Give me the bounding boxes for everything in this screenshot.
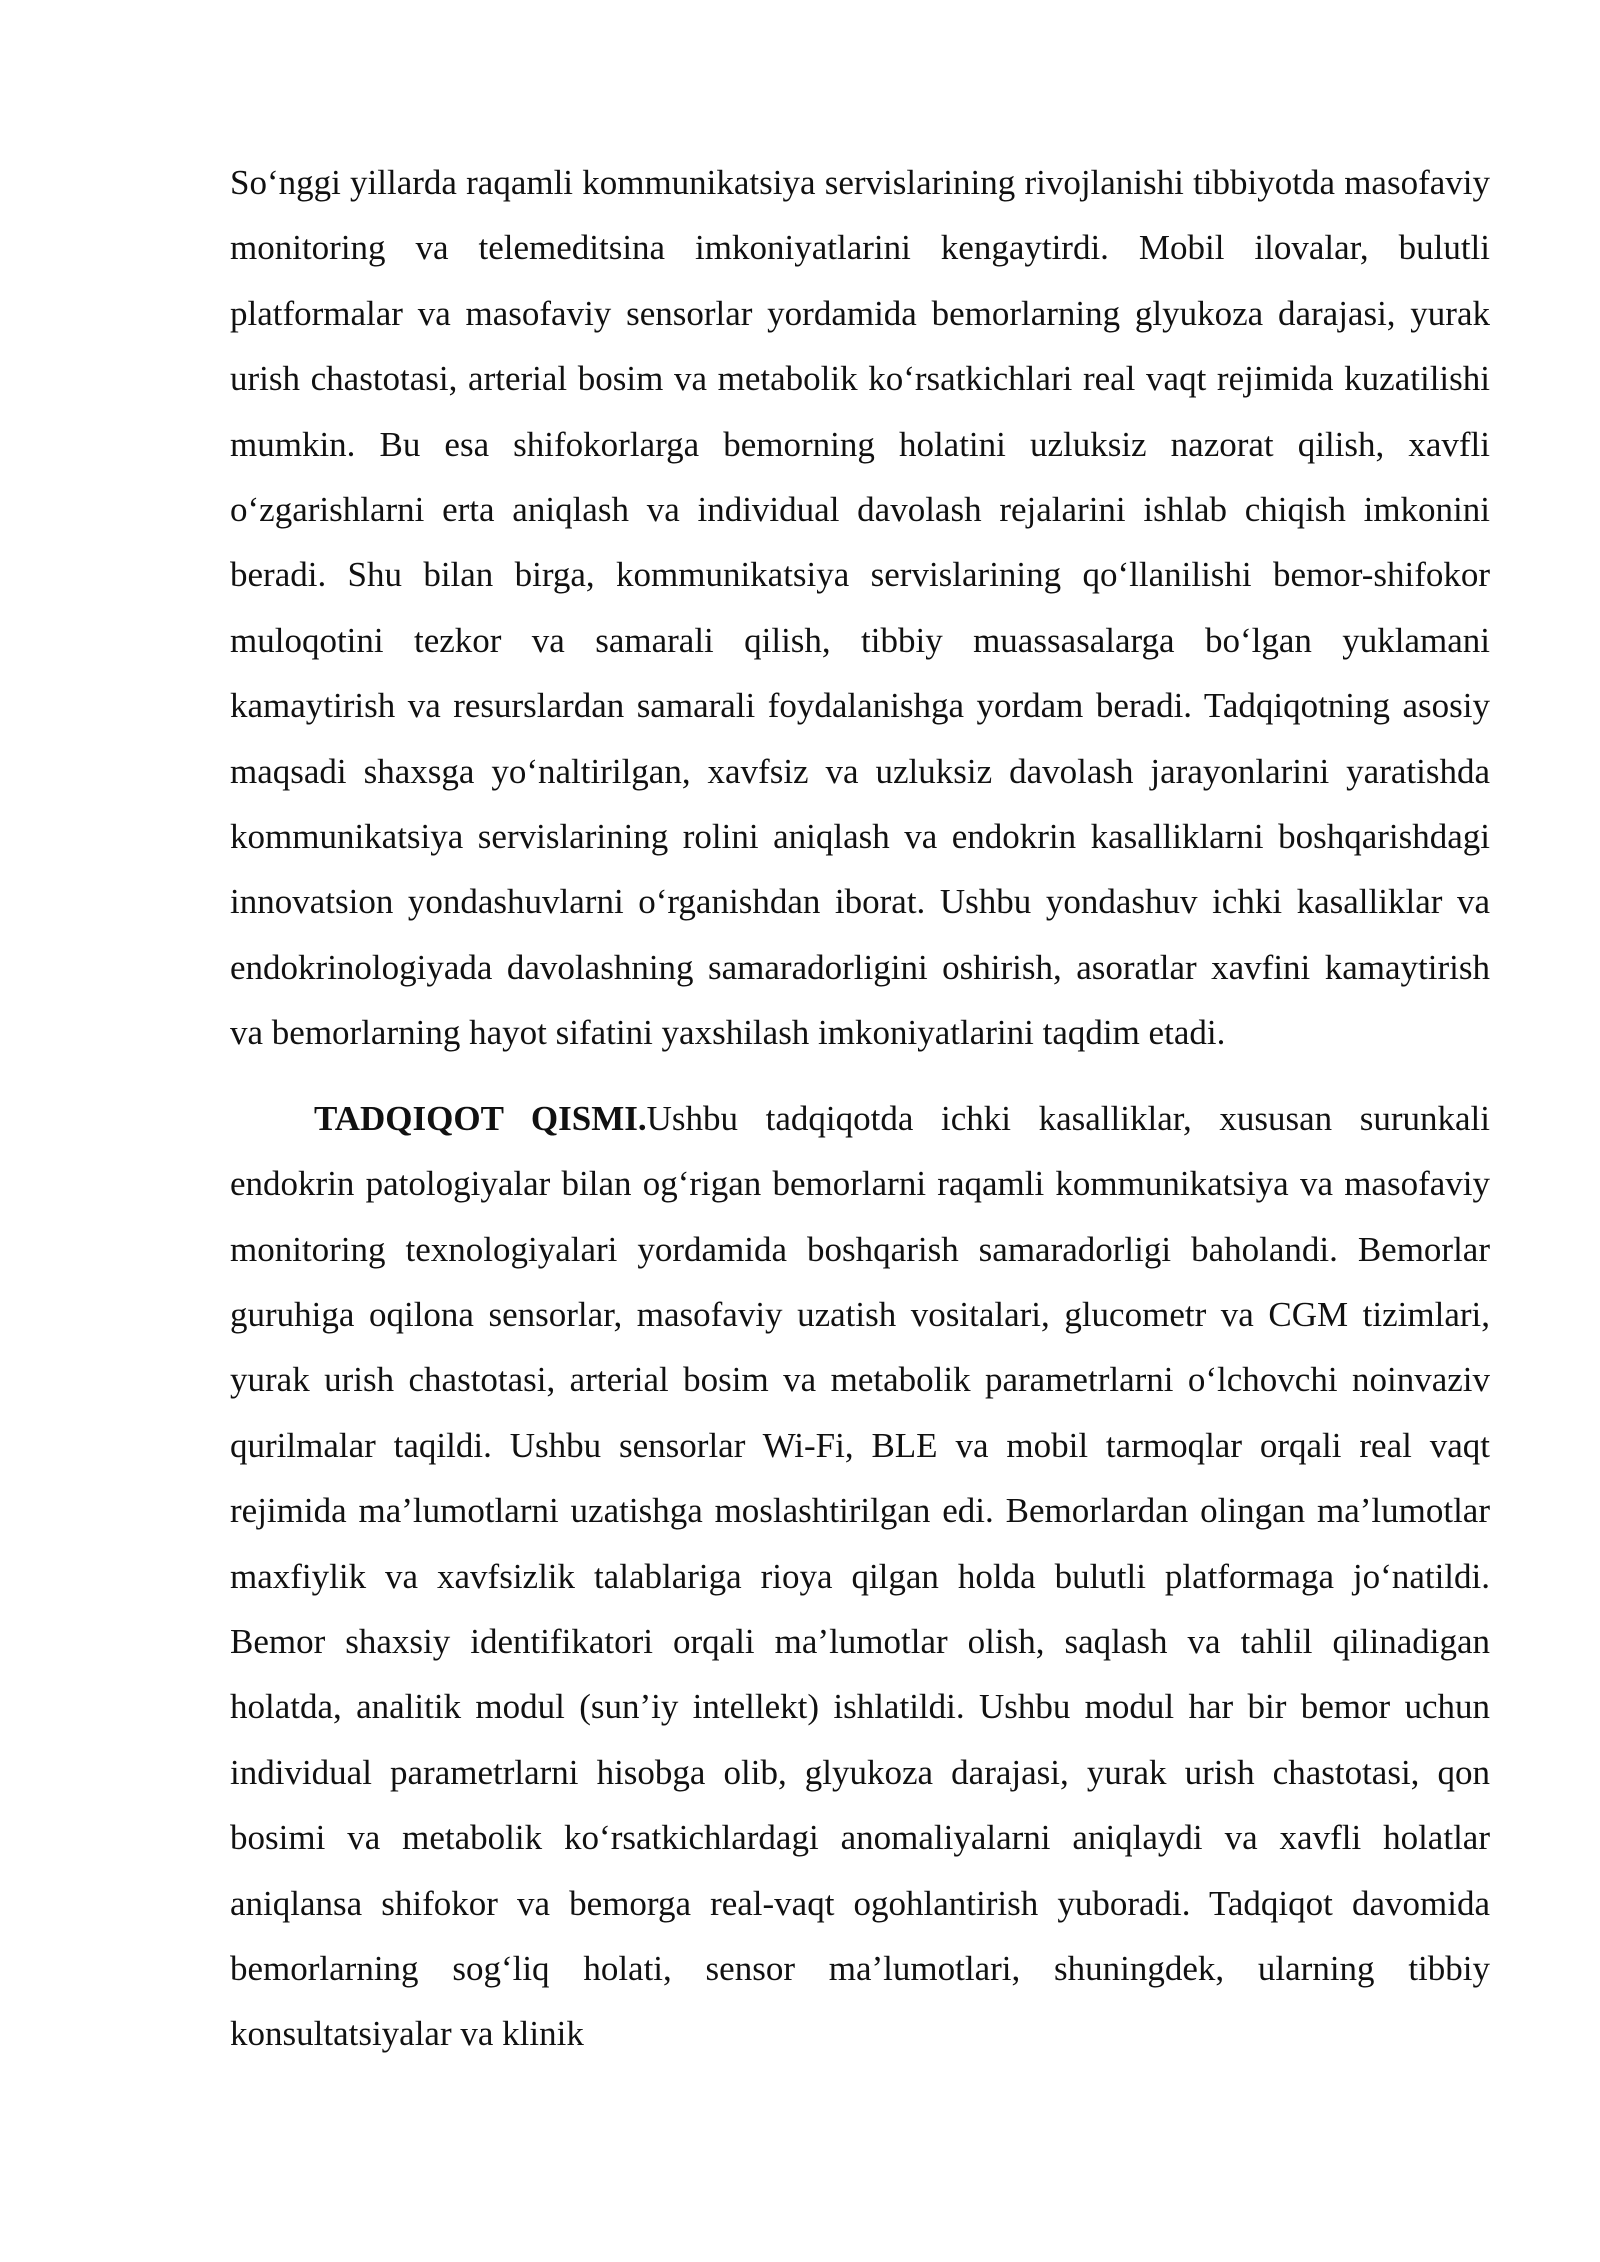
paragraph-research-section: [230, 1086, 1490, 2067]
paragraph-intro: So‘nggi yillarda raqamli kommunikatsiya servislarining rivojlanishi tibbiyotda masofaviy monitoring va telemeditsina imkoniyatlarini kengaytirdi. Mobil ilovalar, bulutli platformalar va masofaviy sensorlar yordamida bemorlarning glyukoza darajasi, yurak urish chastotasi, arterial bosim va metabolik ko‘rsatkichlari real vaqt rejimida kuzatilishi mumkin. Bu esa shifokorlarga bemorning holatini uzluksiz nazorat qilish, xavfli o‘zgarishlarni erta aniqlash va individual davolash rejalarini ishlab chiqish imkonini beradi. Shu bilan birga, kommunikatsiya servislarining qo‘llanilishi bemor-shifokor muloqotini tezkor va samarali qilish, tibbiy muassasalarga bo‘lgan yuklamani kamaytirish va resurslardan samarali foydalanishga yordam beradi. Tadqiqotning asosiy maqsadi shaxsga yo‘naltirilgan, xavfsiz va uzluksiz davolash jarayonlarini yaratishda kommunikatsiya servislarining rolini aniqlash va endokrin kasalliklarni boshqarishdagi innovatsion yondashuvlarni o‘rganishdan iborat. Ushbu yondashuv ichki kasalliklar va endokrinologiyada davolashning samaradorligini oshirish, asoratlar xavfini kamaytirish va bemorlarning hayot sifatini yaxshilash imkoniyatlarini taqdim etadi.: [230, 163, 1490, 1053]
section-heading: TADQIQOT QISMI.: [314, 1098, 647, 1138]
document-page: [230, 150, 1490, 2067]
section-body-text: Ushbu tadqiqotda ichki kasalliklar, xususan surunkali endokrin patologiyalar bilan og‘rigan bemorlarni raqamli kommunikatsiya va masofaviy monitoring texnologiyalari yordamida boshqarish samaradorligi baholandi. Bemorlar guruhiga oqilona sensorlar, masofaviy uzatish vositalari, glucometr va CGM tizimlari, yurak urish chastotasi, arterial bosim va metabolik parametrlarni o‘lchovchi noinvaziv qurilmalar taqildi. Ushbu sensorlar Wi-Fi, BLE va mobil tarmoqlar orqali real vaqt rejimida ma’lumotlarni uzatishga moslashtirilgan edi. Bemorlardan olingan ma’lumotlar maxfiylik va xavfsizlik talablariga rioya qilgan holda bulutli platformaga jo‘natildi. Bemor shaxsiy identifikatori orqali ma’lumotlar olish, saqlash va tahlil qilinadigan holatda, analitik modul (sun’iy intellekt) ishlatildi. Ushbu modul har bir bemor uchun individual parametrlarni hisobga olib, glyukoza darajasi, yurak urish chastotasi, qon bosimi va metabolik ko‘rsatkichlardagi anomaliyalarni aniqlaydi va xavfli holatlar aniqlansa shifokor va bemorga real-vaqt ogohlantirish yuboradi. Tadqiqot davomida bemorlarning sog‘liq holati, sensor ma’lumotlari, shuningdek, ularning tibbiy konsultatsiyalar va klinik: [230, 1098, 1490, 2054]
